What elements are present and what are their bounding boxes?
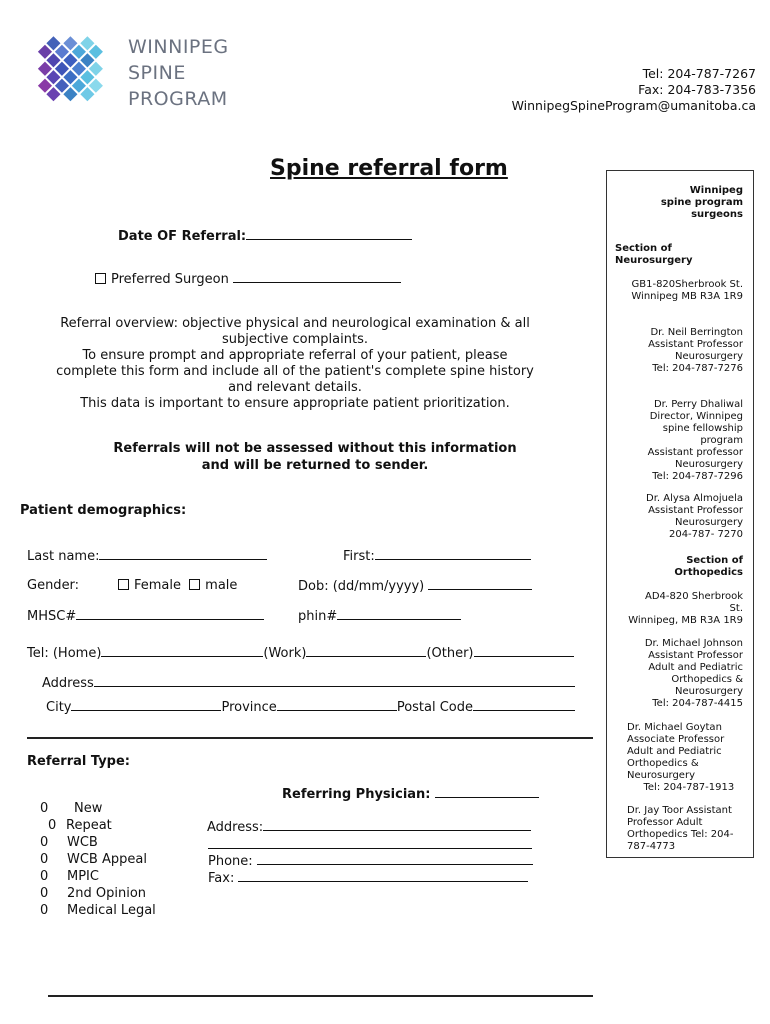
warning-line: Referrals will not be assessed without this information [113,441,517,456]
warning-notice [60,440,570,474]
dob-row [298,578,532,594]
sidebar-title-line: spine program [660,197,743,208]
city-field[interactable] [71,699,221,711]
surgeon-line: Tel: 204-787-7276 [652,363,743,374]
sidebar-title-line: surgeons [691,209,743,220]
referral-type-2nd-opinion[interactable] [40,885,156,902]
page-title: Spine referral form [270,156,508,181]
option-label: Repeat [66,818,112,833]
referral-type-mpic[interactable] [40,868,156,885]
physician-address-field-2[interactable] [208,836,532,849]
physician-phone-label: Phone: [208,854,253,869]
female-label: Female [134,578,182,593]
option-label: New [74,801,103,816]
surgeon-line: 787-4773 [627,841,676,852]
surgeon-line: Neurosurgery [675,459,743,470]
heading-line: Section of [686,555,743,566]
address-row [42,675,575,691]
logo-mark-icon [20,24,118,122]
contact-fax: Fax: 204-783-7356 [638,82,756,97]
city-row [46,699,575,715]
physician-phone-field[interactable] [257,853,533,865]
address-line: Winnipeg MB R3A 1R9 [631,291,743,302]
surgeon-line: Adult and Pediatric [648,662,743,673]
city-label: City [46,700,72,715]
demographics-heading: Patient demographics: [20,503,187,518]
referral-type-heading: Referral Type: [27,754,130,769]
surgeon-line: Dr. Neil Berrington [650,327,743,338]
female-checkbox[interactable] [118,579,129,590]
first-name-label: First: [343,549,375,564]
physician-fax-field[interactable] [238,870,528,882]
referring-physician-label: Referring Physician: [282,787,431,802]
surgeon-line: Orthopedics & [627,758,699,769]
surgeon-line: Adult and Pediatric [627,746,722,757]
surgeon-line: Orthopedics Tel: 204- [627,829,734,840]
sidebar-title-line: Winnipeg [689,185,743,196]
surgeon-johnson [645,638,743,710]
surgeon-line: Dr. Jay Toor Assistant [627,805,732,816]
contact-email[interactable]: WinnipegSpineProgram@umanitoba.ca [511,98,756,113]
tel-work-label: (Work) [263,646,307,661]
surgeon-line: Assistant Professor [648,339,743,350]
tel-other-field[interactable] [474,645,574,657]
surgeon-berrington [648,327,743,375]
surgeon-almojuela [646,493,743,541]
surgeon-line: Dr. Michael Johnson [644,638,743,649]
option-marker: 0 [40,801,49,816]
overview-line: Referral overview: objective physical and neurological examination & all [60,316,530,331]
surgeon-line: Assistant Professor [648,650,743,661]
overview-line: and relevant details. [228,380,362,395]
address-line: GB1-820Sherbrook St. [631,279,743,290]
tel-home-field[interactable] [101,645,263,657]
surgeon-line: Assistant Professor [648,505,743,516]
surgeon-line: Neurosurgery [627,770,695,781]
heading-line: Neurosurgery [615,255,693,266]
date-of-referral-label: Date OF Referral: [118,229,247,244]
province-field[interactable] [277,699,397,711]
surgeon-line: program [700,435,743,446]
mhsc-row [27,608,264,624]
logo-wordmark [128,34,229,112]
address-field[interactable] [94,675,575,687]
surgeon-dhaliwal [648,399,743,483]
first-name-field[interactable] [375,548,531,560]
surgeons-sidebar [606,170,754,858]
surgeon-line: Tel: 204-787-1913 [643,782,735,793]
tel-other-label: (Other) [426,646,474,661]
referral-type-medical-legal[interactable] [40,902,156,919]
referral-type-wcb-appeal[interactable] [40,851,156,868]
telephone-row [27,645,574,661]
logo-line: WINNIPEG [128,36,229,58]
dob-field[interactable] [428,578,532,590]
option-label: WCB Appeal [67,852,147,867]
surgeon-line: Neurosurgery [675,517,743,528]
surgeon-line: Neurosurgery [675,351,743,362]
tel-work-field[interactable] [306,645,426,657]
gender-options [118,578,237,593]
surgeon-line: Director, Winnipeg [649,411,743,422]
last-name-label: Last name: [27,549,100,564]
gender-label: Gender: [27,578,80,593]
referring-physician-field[interactable] [435,786,539,798]
surgeon-line: Dr. Michael Goytan [627,722,722,733]
tel-home-label: Tel: (Home) [27,646,102,661]
heading-line: Section of [615,243,672,254]
physician-address-row [207,819,531,835]
physician-fax-label: Fax: [208,871,235,886]
province-label: Province [221,700,277,715]
surgeon-line: Dr. Alysa Almojuela [646,493,743,504]
preferred-surgeon-label: Preferred Surgeon [111,272,229,287]
sidebar-title [661,185,743,221]
address-label: Address [42,676,94,691]
first-name-row [343,548,531,564]
physician-phone-row [208,853,533,869]
contact-tel: Tel: 204-787-7267 [642,66,756,81]
surgeon-line: Tel: 204-787-7296 [652,471,743,482]
physician-address-field[interactable] [263,819,531,831]
contact-block [512,66,756,114]
surgeon-line: 204-787- 7270 [668,529,743,540]
mhsc-field[interactable] [76,608,264,620]
address-line: Winnipeg, MB R3A 1R9 [628,615,743,626]
last-name-field[interactable] [99,548,267,560]
overview-line: This data is important to ensure appropriate patient prioritization. [80,396,510,411]
neurosurgery-address [631,279,743,303]
referring-physician-row [282,786,539,802]
surgeon-line: Neurosurgery [675,686,743,697]
logo-line: PROGRAM [128,88,228,110]
overview-line: To ensure prompt and appropriate referral of your patient, please [82,348,508,363]
option-marker: 0 [48,818,57,833]
preferred-surgeon-field[interactable] [233,271,401,283]
option-label: 2nd Opinion [67,886,147,901]
dob-label: Dob: (dd/mm/yyyy) [298,579,425,594]
option-marker: 0 [40,835,49,850]
address-line: AD4-820 Sherbrook [645,591,743,602]
phin-field[interactable] [337,608,461,620]
male-label: male [205,578,238,593]
surgeon-toor [627,805,733,853]
date-of-referral-field[interactable] [246,228,412,240]
date-of-referral-row [118,228,412,244]
surgeon-line: Dr. Perry Dhaliwal [653,399,743,410]
male-checkbox[interactable] [189,579,200,590]
option-label: MPIC [67,869,99,884]
surgeon-line: Tel: 204-787-4415 [652,698,743,709]
physician-address-label: Address: [207,820,264,835]
orthopedics-address [628,591,743,627]
neurosurgery-heading [615,243,692,267]
phin-label: phin# [298,609,338,624]
option-marker: 0 [40,903,49,918]
phin-row [298,608,461,624]
surgeon-line: Assistant professor [647,447,743,458]
referral-overview [40,316,550,412]
surgeon-line: Orthopedics & [671,674,743,685]
preferred-surgeon-checkbox[interactable] [95,273,106,284]
postal-code-field[interactable] [473,699,575,711]
referral-type-repeat[interactable] [40,817,156,834]
logo-line: SPINE [128,62,186,84]
bottom-divider [48,995,593,997]
referral-type-list [40,800,156,919]
surgeon-line: spine fellowship [662,423,743,434]
preferred-surgeon-row [95,271,401,287]
surgeon-line: Associate Professor [627,734,725,745]
option-label: WCB [67,835,98,850]
warning-line: and will be returned to sender. [201,458,429,473]
surgeon-line: Professor Adult [627,817,703,828]
option-marker: 0 [40,886,49,901]
surgeon-goytan [627,722,735,794]
overview-line: subjective complaints. [221,332,368,347]
mhsc-label: MHSC# [27,609,77,624]
address-line: St. [729,603,743,614]
overview-line: complete this form and include all of the patient's complete spine history [56,364,534,379]
postal-code-label: Postal Code [396,700,474,715]
referral-type-wcb[interactable] [40,834,156,851]
referral-type-new[interactable] [40,800,156,817]
heading-line: Orthopedics [674,567,743,578]
last-name-row [27,548,267,564]
orthopedics-heading [674,555,743,579]
option-marker: 0 [40,869,49,884]
option-marker: 0 [40,852,49,867]
physician-fax-row [208,870,528,886]
option-label: Medical Legal [67,903,156,918]
section-divider [27,737,593,739]
